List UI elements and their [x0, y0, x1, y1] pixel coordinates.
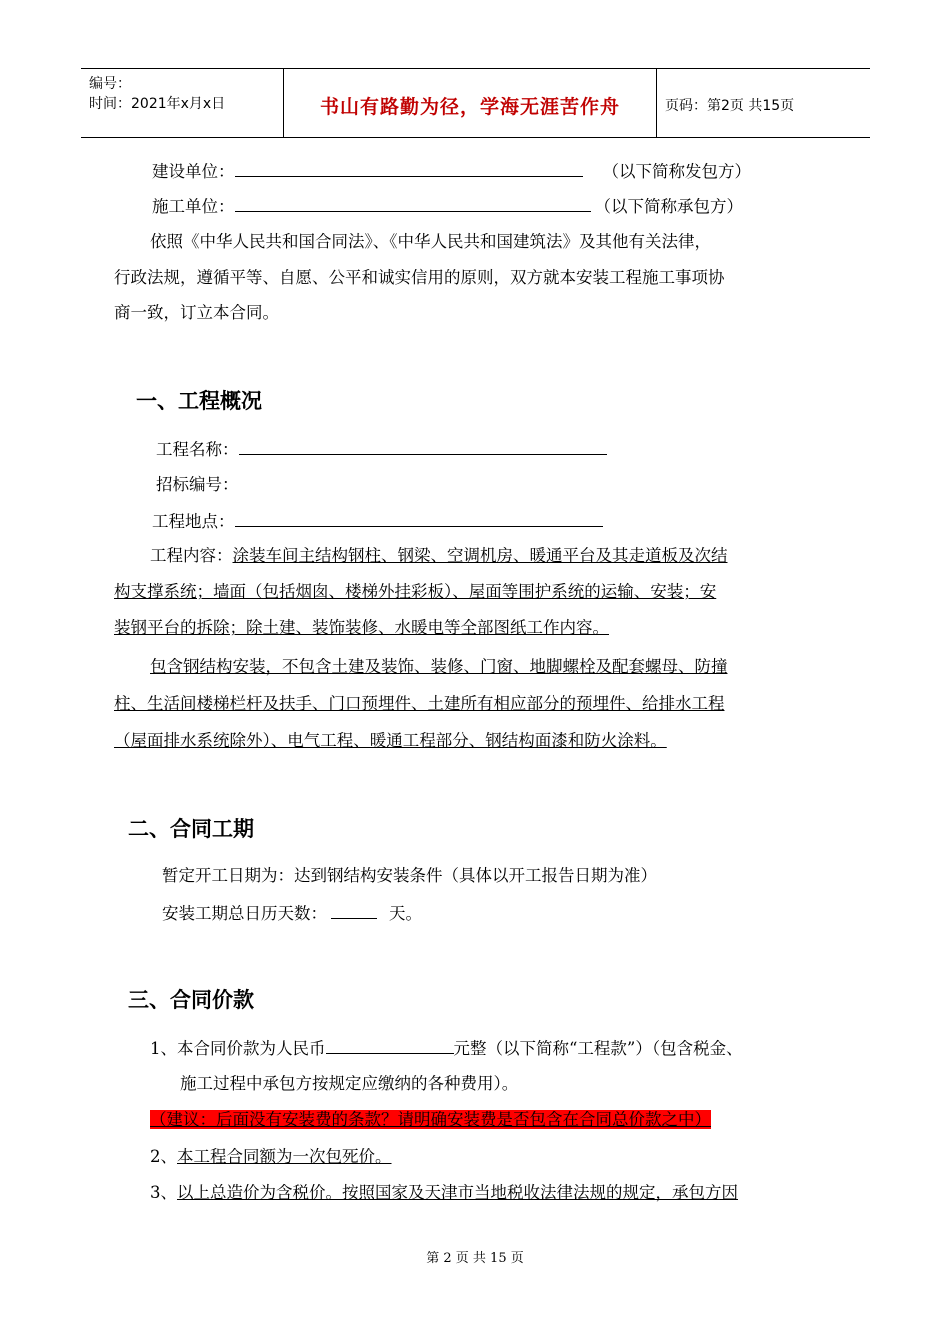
price-item-2-number: 2、 — [150, 1147, 177, 1166]
document-number-label: 编号： — [89, 76, 131, 92]
duration-label: 安装工期总日历天数： — [162, 904, 327, 923]
section-2-heading: 二、合同工期 — [128, 817, 254, 841]
project-name-label: 工程名称： — [156, 440, 239, 459]
section-3-heading: 三、合同价款 — [128, 988, 254, 1012]
contract-amount-blank[interactable] — [326, 1037, 454, 1054]
start-date-text: 暂定开工日期为：达到钢结构安装条件（具体以开工报告日期为准） — [162, 866, 657, 885]
project-location-blank[interactable] — [235, 510, 603, 527]
header-page-info: 页码：第2页 共15页 — [665, 98, 795, 114]
project-content-text: 涂装车间主结构钢柱、钢梁、空调机房、暖通平台及其走道板及次结 — [232, 546, 728, 565]
document-time-label: 时间：2021年x月x日 — [89, 96, 226, 112]
price-item-1-line-1 — [150, 1037, 743, 1060]
contractor-blank[interactable] — [235, 195, 591, 212]
project-content-line-2: 构支撑系统；墙面（包括烟囱、楼梯外挂彩板）、屋面等围护系统的运输、安装；安 — [114, 582, 717, 601]
owner-line — [152, 160, 751, 183]
owner-blank[interactable] — [235, 160, 583, 177]
project-content-line-1 — [150, 545, 728, 567]
price-item-3 — [150, 1182, 738, 1204]
project-content-label: 工程内容： — [150, 546, 233, 565]
scope-line-3: （屋面排水系统除外）、电气工程、暖通工程部分、钢结构面漆和防火涂料。 — [114, 731, 667, 750]
project-name-line — [156, 438, 607, 461]
project-location-label: 工程地点： — [152, 512, 235, 531]
price-item-3-text: 以上总造价为含税价。按照国家及天津市当地税收法律法规的规定，承包方因 — [177, 1183, 738, 1202]
intro-line-2: 行政法规，遵循平等、自愿、公平和诚实信用的原则，双方就本安装工程施工事项协 — [114, 268, 725, 287]
project-content-line-3: 装钢平台的拆除；除土建、装饰装修、水暖电等全部图纸工作内容。 — [114, 618, 609, 637]
price-item-2-text: 本工程合同额为一次包死价。 — [177, 1147, 392, 1166]
duration-blank[interactable] — [331, 902, 377, 919]
project-name-blank[interactable] — [239, 438, 607, 455]
section-1-heading: 一、工程概况 — [136, 389, 262, 413]
page-header — [81, 68, 870, 138]
page-footer: 第 2 页 共 15 页 — [426, 1251, 524, 1266]
price-item-1-suffix: 元整（以下简称“工程款”）（包含税金、 — [453, 1039, 743, 1058]
scope-line-2: 柱、生活间楼梯栏杆及扶手、门口预埋件、土建所有相应部分的预埋件、给排水工程 — [114, 694, 725, 713]
contractor-label: 施工单位： — [152, 197, 235, 216]
price-item-1-line-2: 施工过程中承包方按规定应缴纳的各种费用）。 — [180, 1074, 519, 1093]
bid-number-label: 招标编号： — [156, 475, 239, 494]
header-motto-cell — [283, 69, 657, 137]
duration-unit: 天。 — [389, 904, 422, 923]
price-item-3-number: 3、 — [150, 1183, 177, 1202]
owner-note: （以下简称发包方） — [602, 162, 751, 181]
review-note: （建议：后面没有安装费的条款？请明确安装费是否包含在合同总价款之中） — [150, 1110, 711, 1129]
project-location-line — [152, 510, 603, 533]
price-item-2 — [150, 1146, 392, 1168]
intro-line-1: 依照《中华人民共和国合同法》、《中华人民共和国建筑法》及其他有关法律， — [150, 232, 711, 251]
review-note-line — [150, 1109, 711, 1131]
price-item-1-prefix: 1、本合同价款为人民币 — [150, 1039, 326, 1058]
header-meta-cell — [81, 69, 283, 137]
contractor-note: （以下简称承包方） — [594, 197, 743, 216]
intro-line-3: 商一致，订立本合同。 — [114, 303, 279, 322]
duration-line — [162, 902, 422, 925]
header-page-cell — [657, 69, 870, 137]
header-motto: 书山有路勤为径，学海无涯苦作舟 — [319, 96, 620, 118]
owner-label: 建设单位： — [152, 162, 235, 181]
scope-line-1: 包含钢结构安装，不包含土建及装饰、装修、门窗、地脚螺栓及配套螺母、防撞 — [150, 657, 728, 676]
contractor-line — [152, 195, 743, 218]
